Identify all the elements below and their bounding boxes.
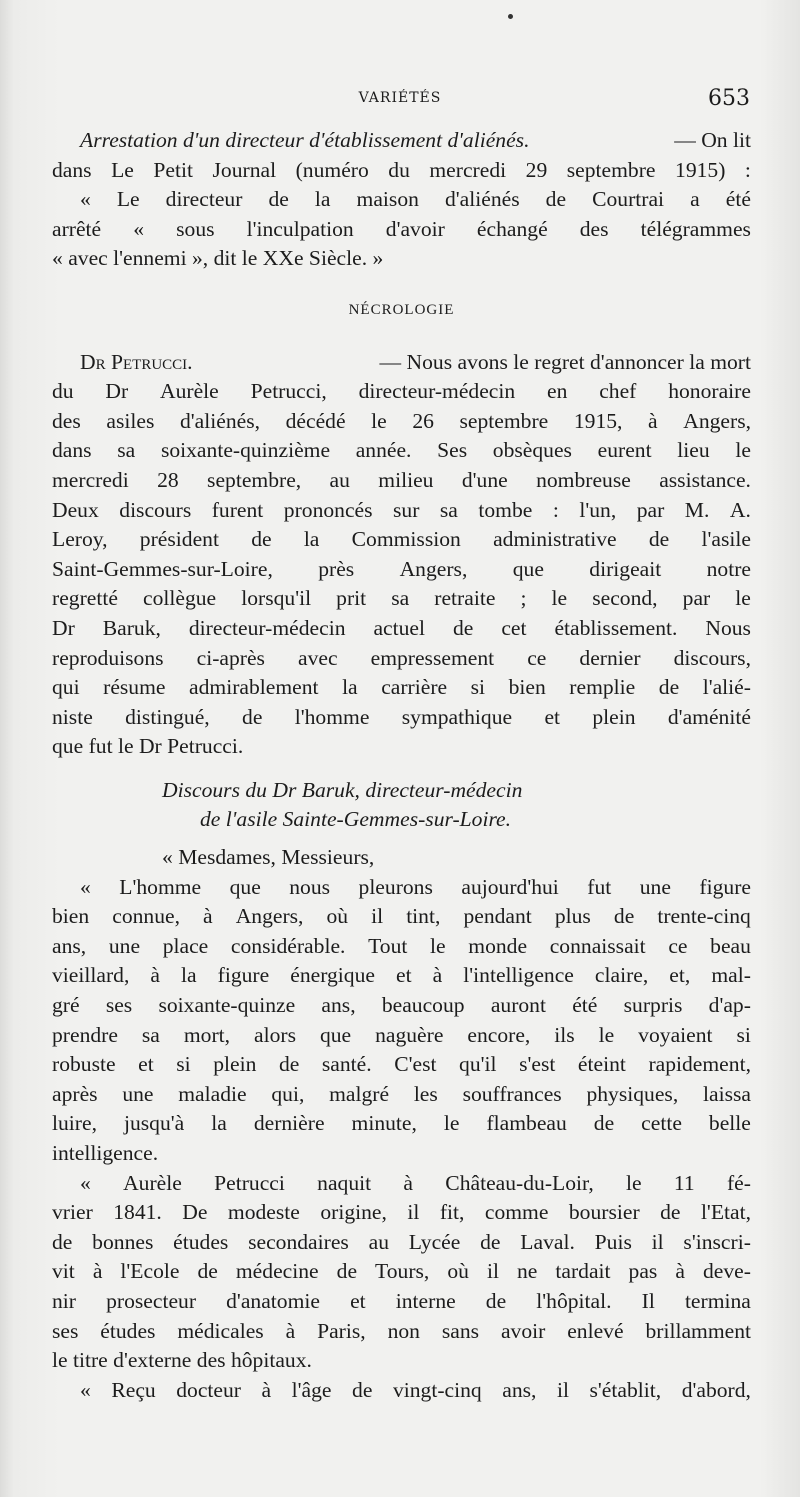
text-line: bien connue, à Angers, où il tint, pendant plus de trente-cinq xyxy=(52,904,751,929)
text-line: — On lit xyxy=(674,128,751,152)
article-arrestation xyxy=(52,126,751,274)
text-line: de bonnes études secondaires au Lycée de Laval. Puis il s'inscri- xyxy=(52,1229,751,1254)
necrologie-first-line xyxy=(52,348,751,378)
discours-paragraph-2 xyxy=(52,1169,751,1376)
text-line: niste distingué, de l'homme sympathique et plein d'aménité xyxy=(52,704,751,729)
text-line: reproduisons ci-après avec empressement ce dernier discours, xyxy=(52,645,751,670)
text-line: arrêté « sous l'inculpation d'avoir échangé des télégrammes xyxy=(52,216,751,241)
salutation: « Mesdames, Messieurs, xyxy=(162,845,375,870)
text-line: robuste et si plein de santé. C'est qu'il s'est éteint rapidement, xyxy=(52,1052,751,1077)
text-line: prendre sa mort, alors que naguère encore, ils le voyaient si xyxy=(52,1022,751,1047)
text-line: Saint-Gemmes-sur-Loire, près Angers, que dirigeait notre xyxy=(52,556,751,581)
discours-paragraph-1 xyxy=(52,873,751,1169)
necrologie-paragraph xyxy=(52,348,751,762)
page-header xyxy=(50,86,750,116)
text-line: des asiles d'aliénés, décédé le 26 septembre 1915, à Angers, xyxy=(52,408,751,433)
text-line: dans sa soixante-quinzième année. Ses obsèques eurent lieu le xyxy=(52,438,751,463)
running-title: VARIÉTÉS xyxy=(358,90,442,106)
page-number: 653 xyxy=(708,86,750,111)
section-heading-necrologie: NÉCROLOGIE xyxy=(348,301,455,318)
article-first-line xyxy=(52,126,751,156)
discours-title-line1: Discours du Dr Baruk, directeur-médecin xyxy=(162,777,523,802)
text-line: « avec l'ennemi », dit le XXe Siècle. » xyxy=(52,246,384,271)
text-line: nir prosecteur d'anatomie et interne de l'hôpital. Il termina xyxy=(52,1288,751,1313)
text-line: regretté collègue lorsqu'il prit sa retraite ; le second, par le xyxy=(52,586,751,611)
text-line: vieillard, à la figure énergique et à l'intelligence claire, et, mal- xyxy=(52,963,751,988)
ink-dot xyxy=(508,14,513,19)
discours-title-line2: de l'asile Sainte-Gemmes-sur-Loire. xyxy=(200,807,512,832)
text-line: mercredi 28 septembre, au milieu d'une nombreuse assistance. xyxy=(52,467,751,492)
page-body xyxy=(52,126,751,1405)
text-line: gré ses soixante-quinze ans, beaucoup auront été surpris d'ap- xyxy=(52,993,751,1018)
text-line: qui résume admirablement la carrière si bien remplie de l'alié- xyxy=(52,675,751,700)
text-line: ses études médicales à Paris, non sans avoir enlevé brillamment xyxy=(52,1318,751,1343)
text-line: après une maladie qui, malgré les souffrances physiques, laissa xyxy=(52,1081,751,1106)
text-line: Dr Baruk, directeur-médecin actuel de cet établissement. Nous xyxy=(52,615,751,640)
text-line: vit à l'Ecole de médecine de Tours, où il ne tardait pas à deve- xyxy=(52,1259,751,1284)
text-line: le titre d'externe des hôpitaux. xyxy=(52,1348,312,1373)
discours-paragraph-3 xyxy=(52,1376,751,1406)
text-line: Leroy, président de la Commission administrative de l'asile xyxy=(52,527,751,552)
text-line: vrier 1841. De modeste origine, il fit, comme boursier de l'Etat, xyxy=(52,1200,751,1225)
text-line: intelligence. xyxy=(52,1141,159,1165)
text-line: ans, une place considérable. Tout le monde connaissait ce beau xyxy=(52,933,751,958)
text-line: « L'homme que nous pleurons aujourd'hui fut une figure xyxy=(80,874,751,899)
lead-name: Dr Petrucci. xyxy=(80,349,193,374)
text-line: dans Le Petit Journal (numéro du mercredi 29 septembre 1915) : xyxy=(52,157,751,182)
text-line: du Dr Aurèle Petrucci, directeur-médecin en chef honoraire xyxy=(52,379,751,404)
text-line: « Reçu docteur à l'âge de vingt-cinq ans, il s'établit, d'abord, xyxy=(80,1377,751,1402)
text-line: « Le directeur de la maison d'aliénés de Courtrai a été xyxy=(80,187,751,212)
text-line: luire, jusqu'à la dernière minute, le flambeau de cette belle xyxy=(52,1111,751,1136)
text-line: que fut le Dr Petrucci. xyxy=(52,734,244,759)
text-line: — Nous avons le regret d'annoncer la mort xyxy=(379,349,751,374)
article-title: Arrestation d'un directeur d'établissement d'aliénés. xyxy=(80,128,530,152)
text-line: « Aurèle Petrucci naquit à Château-du-Loir, le 11 fé- xyxy=(80,1170,751,1195)
text-line: Deux discours furent prononcés sur sa tombe : l'un, par M. A. xyxy=(52,497,751,522)
